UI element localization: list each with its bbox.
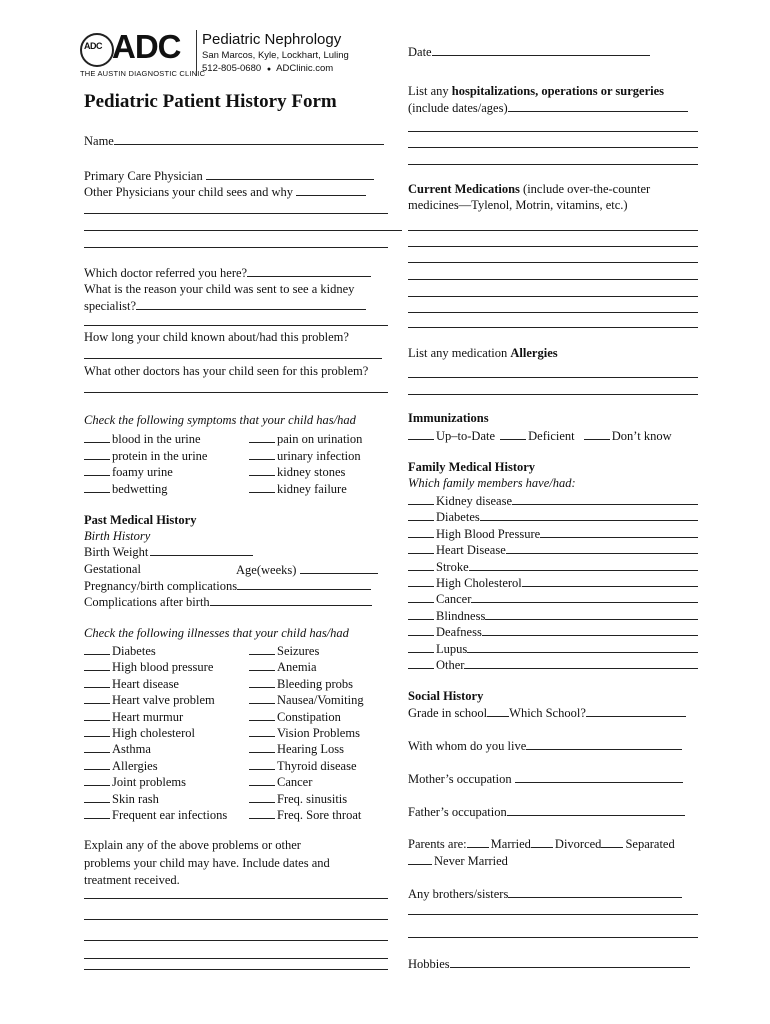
illness-item[interactable] [84,741,151,757]
illness-item-label: Heart valve problem [112,693,215,708]
parent-checkbox[interactable] [408,853,432,865]
checkbox-line[interactable] [84,676,110,688]
name-label: Name [84,134,114,148]
checkbox-line[interactable] [249,448,275,460]
explain-label-3: treatment received. [84,873,180,887]
symptom-item[interactable] [84,464,173,480]
illness-item-label: Thyroid disease [277,758,357,773]
answer-line[interactable] [84,940,388,941]
answer-line[interactable] [408,246,698,247]
symptom-item-label: kidney stones [277,465,346,480]
answer-line[interactable] [84,919,388,920]
grade-label: Grade in school [408,706,488,720]
illness-item-label: Diabetes [112,644,156,658]
clinic-phone: 512-805-0680 [202,63,262,74]
illness-item[interactable] [84,643,156,659]
referred-line[interactable] [247,265,371,277]
checkbox-line[interactable] [84,659,110,671]
family-history-line[interactable] [482,624,698,636]
symptom-item-label: protein in the urine [112,448,208,463]
answer-line[interactable] [408,937,698,938]
gestational-label: Gestational [84,562,141,576]
checkbox-line[interactable] [249,807,275,819]
illness-item-label: Cancer [277,775,313,790]
medications-sub: medicines—Tylenol, Motrin, vitamins, etc.) [408,198,628,212]
mother-label: Mother’s occupation [408,772,512,786]
parents-label: Parents are: [408,837,467,851]
illness-item[interactable] [249,676,353,692]
answer-line[interactable] [408,312,698,313]
answer-line[interactable] [408,914,698,915]
father-label: Father’s occupation [408,805,507,819]
symptom-item[interactable] [84,448,207,464]
parent-option: Never Married [434,854,508,868]
whom-field[interactable] [408,738,682,754]
checkbox-line[interactable] [84,774,110,786]
hospitalizations-label: List any hospitalizations, operations or surgeries [408,84,665,98]
family-history-label: Cancer [436,592,472,607]
checkbox-line[interactable] [408,559,434,571]
fmh-heading: Family Medical History [408,460,536,474]
illness-item-label: Freq. Sore throat [277,808,362,822]
family-history-item[interactable] [408,591,698,607]
pregnancy-field[interactable] [84,578,371,594]
illness-item[interactable] [84,709,183,725]
symptom-item[interactable] [249,431,362,447]
family-history-label: Lupus [436,641,468,656]
age-weeks-line[interactable] [300,562,378,574]
parent-option: Separated [625,837,675,851]
logo-divider [196,30,197,76]
father-line[interactable] [507,804,685,816]
siblings-field[interactable] [408,886,682,902]
answer-line[interactable] [408,131,698,132]
pregnancy-label: Pregnancy/birth complications [84,579,238,593]
checkbox-line[interactable] [249,431,275,443]
age-weeks-label: Age(weeks) [236,563,297,577]
parent-option: Married [490,837,531,851]
checkbox-line[interactable] [408,509,434,521]
checkbox-line[interactable] [249,741,275,753]
illness-item[interactable] [249,725,360,741]
allergies-label: List any medication Allergies [408,346,558,360]
checkbox-line[interactable] [84,758,110,770]
checkbox-line[interactable] [249,709,275,721]
illnesses-heading: Check the following illnesses that your child has/had [84,626,349,640]
symptom-item[interactable] [84,431,201,447]
referred-label: Which doctor referred you here? [84,266,248,280]
grade-line[interactable] [487,705,509,717]
checkbox-line[interactable] [84,431,110,443]
family-history-line[interactable] [464,657,698,669]
fmh-sub: Which family members have/had: [408,476,576,490]
illness-item-label: Skin rash [112,791,159,806]
name-field[interactable] [84,133,384,149]
answer-line[interactable] [408,147,698,148]
family-history-item[interactable] [408,509,698,525]
checkbox-line[interactable] [249,725,275,737]
illness-item[interactable] [249,692,364,708]
pcp-label: Primary Care Physician [84,169,203,183]
pcp-field[interactable] [84,168,374,184]
immunization-checkbox[interactable] [584,428,610,440]
reason-line[interactable] [136,298,366,310]
other-physicians-line[interactable] [296,184,366,196]
hospitalizations-sub: (include dates/ages) [408,101,508,115]
clinic-name: THE AUSTIN DIAGNOSTIC CLINIC [80,69,206,78]
symptom-item-label: bedwetting [112,482,168,497]
illness-item[interactable] [249,741,344,757]
date-label: Date [408,45,432,59]
reason-field[interactable] [84,298,366,314]
checkbox-line[interactable] [249,791,275,803]
checkbox-line[interactable] [84,725,110,737]
illness-item-label: Vision Problems [277,726,360,740]
family-history-label: Other [436,658,465,672]
answer-line[interactable] [84,358,382,359]
clinic-contact [202,63,333,74]
form-title: Pediatric Patient History Form [84,91,337,112]
answer-line[interactable] [408,394,698,395]
answer-line[interactable] [408,230,698,231]
answer-line[interactable] [84,325,388,326]
pmh-heading: Past Medical History [84,513,197,527]
department-name: Pediatric Nephrology [202,31,342,48]
answer-line[interactable] [84,958,388,959]
illness-item-label: Nausea/Vomiting [277,693,364,708]
answer-line[interactable] [84,898,388,899]
family-history-item[interactable] [408,526,698,542]
family-history-line[interactable] [512,493,698,505]
social-heading: Social History [408,689,484,703]
illness-item[interactable] [84,791,159,807]
bullet-icon: ● [266,66,272,73]
family-history-item[interactable] [408,542,698,558]
checkbox-line[interactable] [84,464,110,476]
family-history-label: Heart Disease [436,543,506,558]
gestational-age-field[interactable] [236,562,378,578]
checkbox-line[interactable] [249,481,275,493]
checkbox-line[interactable] [84,448,110,460]
family-history-label: Blindness [436,608,486,623]
date-line[interactable] [432,44,650,56]
illness-item[interactable] [84,758,158,774]
logo-monogram: ADC [80,33,114,67]
mother-line[interactable] [515,771,683,783]
symptom-item-label: foamy urine [112,465,173,480]
family-history-label: Stroke [436,559,469,574]
mother-field[interactable] [408,771,683,787]
symptom-item-label: urinary infection [277,448,361,463]
checkbox-line[interactable] [249,692,275,704]
illness-item-label: Seizures [277,644,320,658]
answer-line[interactable] [408,296,698,297]
complications-label: Complications after birth [84,595,210,609]
illness-item[interactable] [84,676,179,692]
family-history-line[interactable] [467,641,698,653]
medications-label: Current Medications (include over-the-counter [408,182,651,196]
father-field[interactable] [408,804,685,820]
grade-field[interactable] [408,705,686,721]
answer-line[interactable] [84,230,402,231]
checkbox-line[interactable] [84,791,110,803]
siblings-line[interactable] [508,886,682,898]
answer-line[interactable] [408,377,698,378]
logo-wordmark: ADC [112,28,181,65]
family-history-line[interactable] [522,575,698,587]
checkbox-line[interactable] [249,758,275,770]
explain-label-2: problems your child may have. Include dates and [84,856,330,870]
answer-line[interactable] [408,279,698,280]
checkbox-line[interactable] [84,741,110,753]
immunization-option: Up–to-Date [436,429,496,443]
illness-item[interactable] [84,692,215,708]
school-label: Which School? [509,706,586,720]
family-history-item[interactable] [408,624,698,640]
immunization-checkbox[interactable] [500,428,526,440]
illness-item[interactable] [249,709,341,725]
birth-weight-label: Birth Weight [84,545,149,559]
parents-field [408,836,675,852]
answer-line[interactable] [408,262,698,263]
answer-line[interactable] [84,213,388,214]
checkbox-line[interactable] [84,807,110,819]
family-history-line[interactable] [480,509,698,521]
checkbox-line[interactable] [408,641,434,653]
immunizations-options [408,428,672,444]
family-history-label: High Cholesterol [436,576,522,590]
date-field[interactable] [408,44,650,60]
immunizations-heading: Immunizations [408,411,489,425]
parent-checkbox[interactable] [467,836,489,848]
illness-item-label: Anemia [277,660,317,675]
checkbox-line[interactable] [84,643,110,655]
clinic-website: ADClinic.com [276,63,334,74]
answer-line[interactable] [84,247,388,248]
illness-item-label: Heart disease [112,676,179,691]
birth-history-label: Birth History [84,529,151,543]
checkbox-line[interactable] [408,657,434,669]
illness-item-label: High blood pressure [112,660,214,675]
illness-item-label: Bleeding probs [277,676,354,691]
name-line[interactable] [114,133,384,145]
how-long-label: How long your child known about/had this problem? [84,330,349,344]
symptom-item[interactable] [249,481,347,497]
illness-item-label: Allergies [112,758,158,773]
family-history-line[interactable] [506,542,698,554]
hospitalizations-field[interactable] [408,100,688,116]
illness-item-label: Heart murmur [112,709,184,724]
birth-weight-field[interactable] [84,544,253,560]
checkbox-line[interactable] [249,464,275,476]
illness-item[interactable] [249,807,361,823]
whom-line[interactable] [526,738,682,750]
family-history-item[interactable] [408,641,698,657]
illness-item[interactable] [249,774,312,790]
illness-item-label: High cholesterol [112,726,195,740]
symptom-item-label: kidney failure [277,482,347,497]
immunization-option: Don’t know [611,429,672,443]
other-physicians-field[interactable] [84,184,366,200]
checkbox-line[interactable] [408,542,434,554]
checkbox-line[interactable] [408,608,434,620]
answer-line[interactable] [408,327,698,328]
symptom-item-label: pain on urination [277,432,363,446]
symptom-item[interactable] [249,464,345,480]
family-history-line[interactable] [540,526,698,538]
illness-item[interactable] [84,725,195,741]
illness-item-label: Freq. sinusitis [277,791,348,806]
illness-item[interactable] [84,807,227,823]
checkbox-line[interactable] [249,774,275,786]
checkbox-line[interactable] [249,659,275,671]
family-history-line[interactable] [469,559,698,571]
family-history-label: Kidney disease [436,494,513,508]
school-line[interactable] [586,705,686,717]
family-history-line[interactable] [471,591,698,603]
never-married-field [408,853,508,869]
checkbox-line[interactable] [84,481,110,493]
family-history-label: Diabetes [436,510,480,525]
family-history-item[interactable] [408,575,698,591]
family-history-label: High Blood Pressure [436,526,541,541]
illness-item[interactable] [84,659,213,675]
referred-field[interactable] [84,265,371,281]
illness-item-label: Frequent ear infections [112,808,228,822]
complications-line[interactable] [210,594,372,606]
answer-line[interactable] [408,164,698,165]
family-history-item[interactable] [408,608,698,624]
checkbox-line[interactable] [249,643,275,655]
checkbox-line[interactable] [84,692,110,704]
family-history-item[interactable] [408,493,698,509]
answer-line[interactable] [84,392,388,393]
parent-option: Divorced [554,837,602,851]
illness-item-label: Constipation [277,709,341,724]
family-history-item[interactable] [408,559,698,575]
symptom-item[interactable] [249,448,361,464]
clinic-locations: San Marcos, Kyle, Lockhart, Luling [202,50,349,61]
family-history-item[interactable] [408,657,698,673]
illness-item[interactable] [249,791,347,807]
complications-field[interactable] [84,594,372,610]
immunization-option: Deficient [528,429,575,443]
explain-label-1: Explain any of the above problems or other [84,838,301,852]
hospitalizations-line[interactable] [508,100,688,112]
whom-label: With whom do you live [408,739,527,753]
symptom-item-label: blood in the urine [112,432,201,446]
checkbox-line[interactable] [408,591,434,603]
pregnancy-line[interactable] [237,578,371,590]
family-history-label: Deafness [436,625,482,640]
illness-item[interactable] [249,758,357,774]
illness-item[interactable] [249,643,319,659]
checkbox-line[interactable] [249,676,275,688]
parent-checkbox[interactable] [601,836,623,848]
answer-line[interactable] [84,969,388,970]
illness-item-label: Hearing Loss [277,742,344,757]
checkbox-line[interactable] [84,709,110,721]
checkbox-line[interactable] [408,493,434,505]
other-physicians-label: Other Physicians your child sees and why [84,185,293,199]
parent-checkbox[interactable] [531,836,553,848]
pcp-line[interactable] [206,168,374,180]
checkbox-line[interactable] [408,624,434,636]
reason-label-1: What is the reason your child was sent to see a kidney [84,282,355,296]
illness-item-label: Asthma [112,742,151,757]
siblings-label: Any brothers/sisters [408,887,509,901]
illness-item[interactable] [84,774,186,790]
illness-item[interactable] [249,659,317,675]
symptom-item[interactable] [84,481,168,497]
hobbies-line[interactable] [450,956,690,968]
checkbox-line[interactable] [408,575,434,587]
checkbox-line[interactable] [408,526,434,538]
birth-weight-line[interactable] [150,544,253,556]
hobbies-label: Hobbies [408,957,450,971]
illness-item-label: Joint problems [112,775,186,790]
symptoms-heading: Check the following symptoms that your child has/had [84,413,356,427]
hobbies-field[interactable] [408,956,690,972]
reason-label-2: specialist? [84,299,137,313]
immunization-checkbox[interactable] [408,428,434,440]
other-docs-label: What other doctors has your child seen for this problem? [84,364,369,378]
family-history-line[interactable] [485,608,698,620]
